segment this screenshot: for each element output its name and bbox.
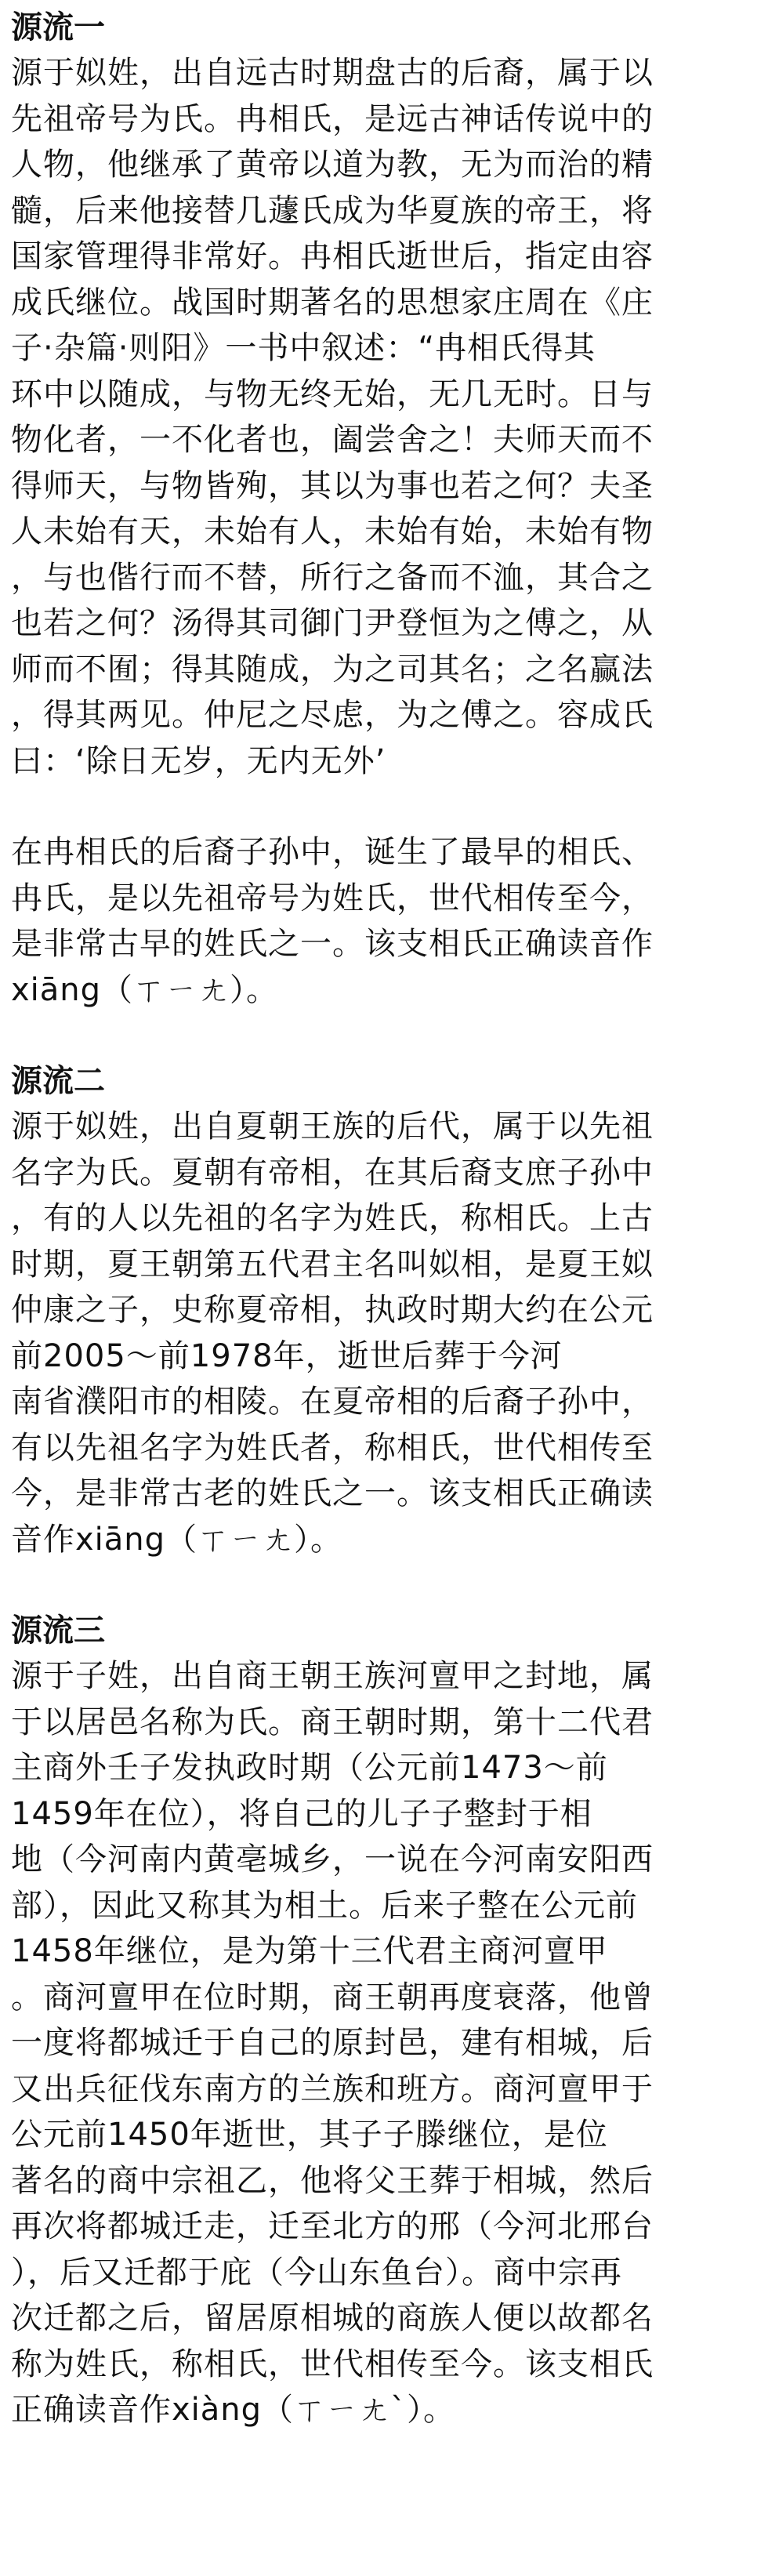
text-line: xiāng（ㄒㄧㄤ）。 [11,971,279,1008]
text-line: 环中以随成，与物无终无始，无几无时。日与 [11,376,654,412]
section-title: 源流一 [11,9,105,45]
text-line: 称为姓氏，称相氏，世代相传至今。该支相氏 [11,2346,654,2382]
text-line: 音作xiāng（ㄒㄧㄤ）。 [11,1521,343,1558]
text-line: 南省濮阳市的相陵。在夏帝相的后裔子孙中， [11,1384,654,1420]
text-line: ，有的人以先祖的名字为姓氏，称相氏。上古 [11,1200,654,1236]
section-origin-1 [11,5,757,1013]
paragraph-gap [11,784,757,829]
text-line: 公元前1450年逝世，其子子滕继位，是位 [11,2117,608,2153]
text-line: 师而不囿；得其随成，为之司其名；之名赢法 [11,651,654,688]
text-line: 成氏继位。战国时期著名的思想家庄周在《庄 [11,284,654,321]
text-line: 在冉相氏的后裔子孙中，诞生了最早的相氏、 [11,834,654,870]
section-title: 源流二 [11,1063,105,1099]
text-line: 前2005～前1978年，逝世后葬于今河 [11,1337,563,1374]
text-line: 人物，他继承了黄帝以道为教，无为而治的精 [11,147,654,183]
section-title: 源流三 [11,1613,105,1649]
text-line: 著名的商中宗祖乙，他将父王葬于相城，然后 [11,2162,654,2199]
text-line: 髓，后来他接替几蘧氏成为华夏族的帝王，将 [11,192,654,229]
text-line: 次迁都之后，留居原相城的商族人便以故都名 [11,2300,654,2336]
text-line: 仲康之子，史称夏帝相，执政时期大约在公元 [11,1292,654,1328]
text-line: 先祖帝号为氏。冉相氏，是远古神话传说中的 [11,100,654,137]
text-line: 人未始有天，未始有人，未始有始，未始有物 [11,513,654,550]
text-line: 1458年继位，是为第十三代君主商河亶甲 [11,1933,608,1969]
text-line: ），后又迁都于庇（今山东鱼台）。商中宗再 [11,2254,622,2291]
text-line: 名字为氏。夏朝有帝相，在其后裔支庶子孙中 [11,1154,654,1191]
text-line: 又出兵征伐东南方的兰族和班方。商河亶甲于 [11,2070,654,2107]
text-line: 一度将都城迁于自己的原封邑，建有相城，后 [11,2025,654,2061]
text-line: 是非常古早的姓氏之一。该支相氏正确读音作 [11,926,654,962]
text-line: 冉氏，是以先祖帝号为姓氏，世代相传至今， [11,880,654,916]
text-line: 国家管理得非常好。冉相氏逝世后，指定由容 [11,238,654,274]
text-line: 时期，夏王朝第五代君主名叫姒相，是夏王姒 [11,1246,654,1283]
text-line: 地（今河南内黄亳城乡，一说在今河南安阳西 [11,1841,654,1878]
text-line: 源于子姓，出自商王朝王族河亶甲之封地，属 [11,1658,654,1694]
section-gap [11,1562,757,1608]
text-line: 得师天，与物皆殉，其以为事也若之何？夫圣 [11,467,654,504]
section-origin-3 [11,1608,757,2433]
text-line: 物化者，一不化者也，阖尝舍之！夫师天而不 [11,422,654,458]
text-line: 。商河亶甲在位时期，商王朝再度衰落，他曾 [11,1979,654,2015]
text-line: ，与也偕行而不替，所行之备而不洫，其合之 [11,559,654,596]
text-line: ，得其两见。仲尼之尽虑，为之傅之。容成氏 [11,697,654,733]
text-line: 今，是非常古老的姓氏之一。该支相氏正确读 [11,1475,654,1511]
text-line: 主商外壬子发执政时期（公元前1473～前 [11,1750,608,1786]
text-line: 1459年在位），将自己的儿子子整封于相 [11,1795,592,1832]
text-line: 源于姒姓，出自夏朝王族的后代，属于以先祖 [11,1108,654,1145]
text-line: 子·杂篇·则阳》一书中叙述：“冉相氏得其 [11,330,596,366]
text-line: 于以居邑名称为氏。商王朝时期，第十二代君 [11,1703,654,1740]
text-line: 部），因此又称其为相土。后来子整在公元前 [11,1887,638,1924]
text-line: 曰：‘除日无岁，无内无外’ [11,742,386,779]
section-gap [11,1013,757,1058]
text-line: 源于姒姓，出自远古时期盘古的后裔，属于以 [11,55,654,91]
text-line: 有以先祖名字为姓氏者，称相氏，世代相传至 [11,1429,654,1466]
text-line: 再次将都城迁走，迁至北方的邢（今河北邢台 [11,2208,654,2244]
text-line: 正确读音作xiàng（ㄒㄧㄤˋ）。 [11,2392,456,2428]
text-line: 也若之何？汤得其司御门尹登恒为之傅之，从 [11,605,654,641]
section-origin-2 [11,1058,757,1562]
